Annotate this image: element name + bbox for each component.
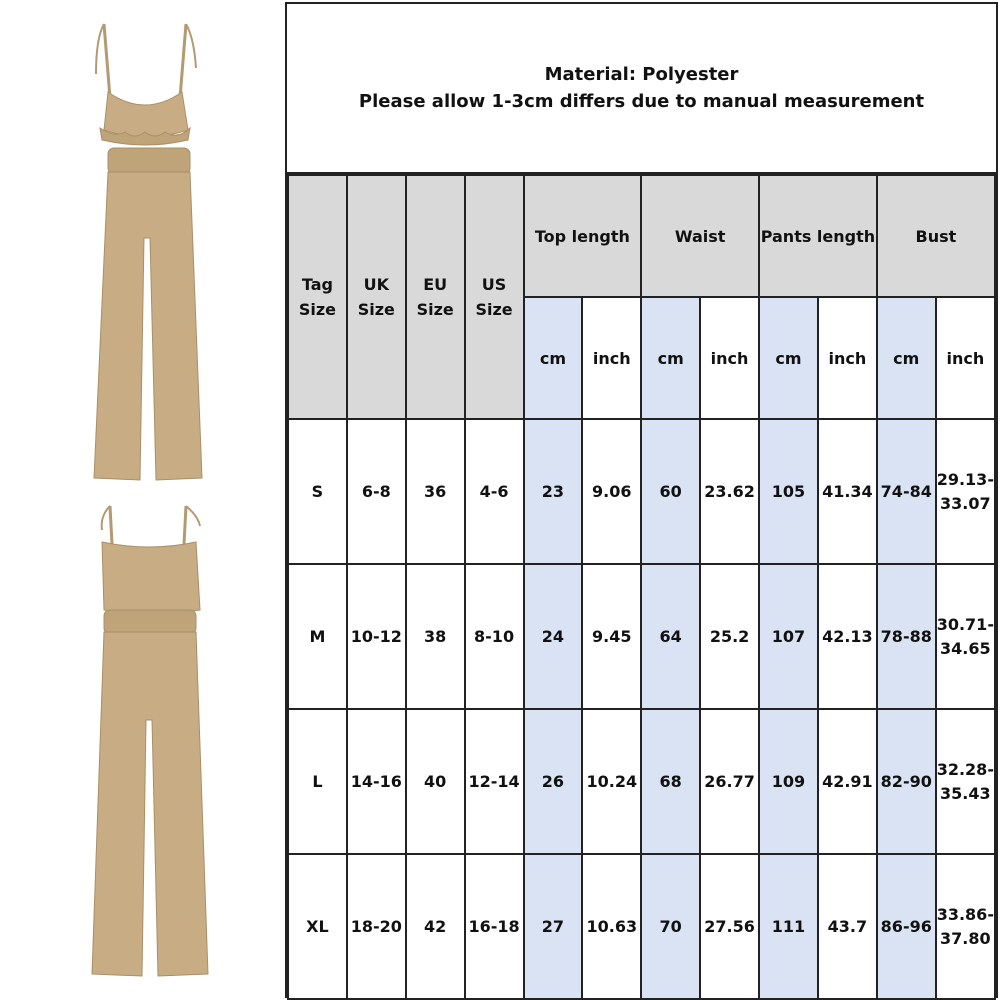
top-length-inch-cell: 9.45 bbox=[582, 564, 641, 709]
bust-inch-line1: 29.13- bbox=[936, 469, 994, 489]
unit-inch: inch bbox=[936, 297, 995, 419]
unit-cm: cm bbox=[759, 297, 818, 419]
pants-length-inch-cell: 42.91 bbox=[818, 709, 877, 854]
pants-length-cm-cell: 109 bbox=[759, 709, 818, 854]
waist-inch-cell: 23.62 bbox=[700, 419, 759, 564]
unit-cm: cm bbox=[877, 297, 936, 419]
jumpsuit-back-photo bbox=[0, 500, 284, 980]
header-row bbox=[288, 175, 995, 297]
bust-inch-line2: 33.07 bbox=[940, 493, 991, 513]
waist-inch-cell: 26.77 bbox=[700, 709, 759, 854]
bust-inch-line2: 37.80 bbox=[940, 928, 991, 948]
tag-size-cell: M bbox=[288, 564, 347, 709]
product-photos bbox=[0, 0, 284, 1000]
header-eu-size-line1: EU bbox=[423, 275, 448, 294]
pants-length-cm-cell: 105 bbox=[759, 419, 818, 564]
table-row bbox=[288, 564, 995, 709]
pants-length-inch-cell: 42.13 bbox=[818, 564, 877, 709]
waist-cm-cell: 68 bbox=[641, 709, 700, 854]
header-tag-size-line2: Size bbox=[298, 300, 337, 319]
unit-inch: inch bbox=[818, 297, 877, 419]
bust-cm-cell: 82-90 bbox=[877, 709, 936, 854]
waist-cm-cell: 64 bbox=[641, 564, 700, 709]
pants-length-inch-cell: 43.7 bbox=[818, 854, 877, 999]
jumpsuit-front-photo bbox=[0, 8, 284, 488]
uk-size-cell: 10-12 bbox=[347, 564, 406, 709]
measurement-note-line: Please allow 1-3cm differs due to manual measurement bbox=[358, 91, 925, 112]
material-line: Material: Polyester bbox=[544, 64, 739, 85]
header-pants-length: Pants length bbox=[759, 175, 877, 297]
top-length-cm-cell: 26 bbox=[524, 709, 583, 854]
size-chart bbox=[285, 2, 998, 998]
bust-inch-cell bbox=[936, 854, 995, 999]
eu-size-cell: 36 bbox=[406, 419, 465, 564]
bust-inch-line2: 35.43 bbox=[940, 783, 991, 803]
uk-size-cell: 6-8 bbox=[347, 419, 406, 564]
unit-inch: inch bbox=[582, 297, 641, 419]
table-row bbox=[288, 709, 995, 854]
top-length-inch-cell: 9.06 bbox=[582, 419, 641, 564]
eu-size-cell: 38 bbox=[406, 564, 465, 709]
us-size-cell: 12-14 bbox=[465, 709, 524, 854]
top-length-cm-cell: 27 bbox=[524, 854, 583, 999]
size-table bbox=[287, 174, 996, 1000]
header-us-size-line2: Size bbox=[475, 300, 513, 319]
bust-cm-cell: 86-96 bbox=[877, 854, 936, 999]
header-eu-size-line2: Size bbox=[416, 300, 454, 319]
waist-cm-cell: 70 bbox=[641, 854, 700, 999]
header-us-size bbox=[465, 175, 524, 419]
unit-cm: cm bbox=[641, 297, 700, 419]
header-tag-size bbox=[288, 175, 347, 419]
header-uk-size-line2: Size bbox=[357, 300, 395, 319]
top-length-inch-cell: 10.63 bbox=[582, 854, 641, 999]
bust-cm-cell: 74-84 bbox=[877, 419, 936, 564]
waist-cm-cell: 60 bbox=[641, 419, 700, 564]
top-length-inch-cell: 10.24 bbox=[582, 709, 641, 854]
material-note bbox=[287, 4, 996, 174]
pants-length-cm-cell: 111 bbox=[759, 854, 818, 999]
header-bust: Bust bbox=[877, 175, 995, 297]
us-size-cell: 16-18 bbox=[465, 854, 524, 999]
uk-size-cell: 18-20 bbox=[347, 854, 406, 999]
unit-inch: inch bbox=[700, 297, 759, 419]
waist-inch-cell: 27.56 bbox=[700, 854, 759, 999]
pants-length-inch-cell: 41.34 bbox=[818, 419, 877, 564]
header-top-length: Top length bbox=[524, 175, 642, 297]
header-uk-size bbox=[347, 175, 406, 419]
pants-length-cm-cell: 107 bbox=[759, 564, 818, 709]
bust-inch-line1: 30.71- bbox=[936, 614, 994, 634]
bust-inch-line1: 33.86- bbox=[936, 904, 994, 924]
header-us-size-line1: US bbox=[481, 275, 507, 294]
bust-inch-cell bbox=[936, 419, 995, 564]
bust-cm-cell: 78-88 bbox=[877, 564, 936, 709]
table-row bbox=[288, 854, 995, 999]
top-length-cm-cell: 24 bbox=[524, 564, 583, 709]
bust-inch-line2: 34.65 bbox=[940, 638, 991, 658]
us-size-cell: 4-6 bbox=[465, 419, 524, 564]
header-eu-size bbox=[406, 175, 465, 419]
bust-inch-cell bbox=[936, 709, 995, 854]
top-length-cm-cell: 23 bbox=[524, 419, 583, 564]
bust-inch-line1: 32.28- bbox=[936, 759, 994, 779]
eu-size-cell: 42 bbox=[406, 854, 465, 999]
bust-inch-cell bbox=[936, 564, 995, 709]
uk-size-cell: 14-16 bbox=[347, 709, 406, 854]
tag-size-cell: XL bbox=[288, 854, 347, 999]
unit-cm: cm bbox=[524, 297, 583, 419]
header-tag-size-line1: Tag bbox=[301, 275, 333, 294]
header-uk-size-line1: UK bbox=[363, 275, 389, 294]
tag-size-cell: L bbox=[288, 709, 347, 854]
header-waist: Waist bbox=[641, 175, 759, 297]
eu-size-cell: 40 bbox=[406, 709, 465, 854]
waist-inch-cell: 25.2 bbox=[700, 564, 759, 709]
table-row bbox=[288, 419, 995, 564]
tag-size-cell: S bbox=[288, 419, 347, 564]
us-size-cell: 8-10 bbox=[465, 564, 524, 709]
